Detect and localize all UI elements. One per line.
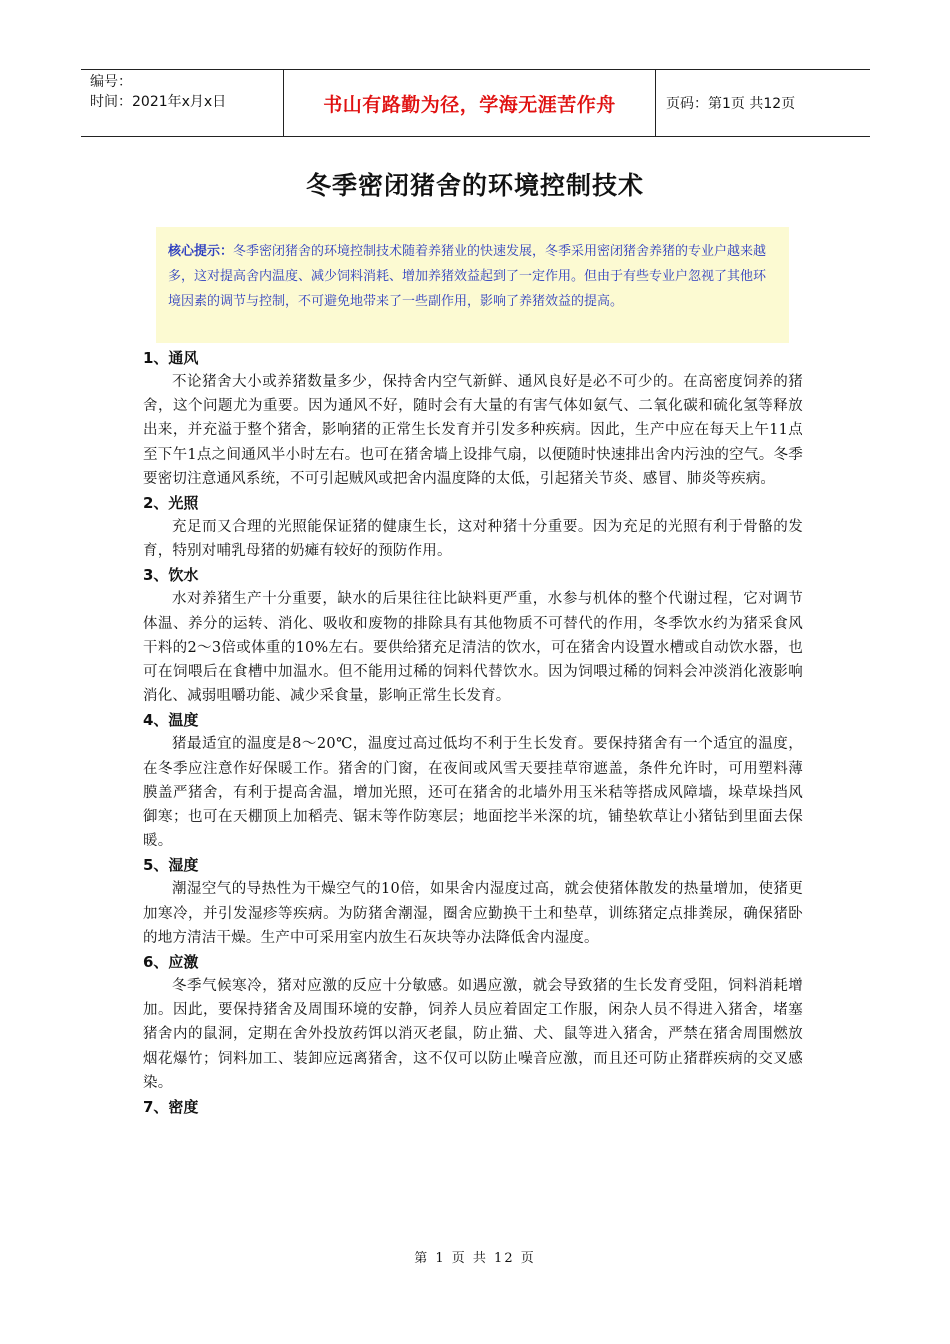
page-footer: 第 1 页 共 12 页 — [414, 1251, 536, 1266]
section-heading: 3、饮水 — [143, 566, 199, 585]
number-label: 编号： — [90, 74, 132, 90]
header-meta — [81, 70, 283, 136]
section-heading: 1、通风 — [143, 349, 199, 367]
header-table — [81, 69, 870, 137]
section-heading: 2、光照 — [143, 494, 199, 513]
section-heading: 7、密度 — [143, 1098, 199, 1117]
section-heading: 5、湿度 — [143, 856, 199, 875]
section-heading: 4、温度 — [143, 711, 199, 730]
section-paragraph: 充足而又合理的光照能保证猪的健康生长，这对种猪十分重要。因为充足的光照有利于骨骼的发育，特别对哺乳母猪的奶瘫有较好的预防作用。 — [143, 519, 803, 560]
page-info: 页码：第1页 共12页 — [666, 96, 796, 112]
header-page-info-cell — [656, 70, 870, 136]
section-heading: 6、应激 — [143, 953, 199, 972]
summary-label: 核心提示： — [168, 244, 234, 259]
date-label: 时间：2021年x月x日 — [90, 94, 227, 110]
summary-text: 冬季密闭猪舍的环境控制技术随着养猪业的快速发展，冬季采用密闭猪舍养猪的专业户越来越多，这对提高舍内温度、减少饲料消耗、增加养猪效益起到了一定作用。但由于有些专业户忽视了其他环境因素的调节与控制，不可避免地带来了一些副作用，影响了养猪效益的提高。 — [168, 244, 767, 309]
section-paragraph: 水对养猪生产十分重要，缺水的后果往往比缺料更严重，水参与机体的整个代谢过程，它对调节体温、养分的运转、消化、吸收和废物的排除具有其他物质不可替代的作用，冬季饮水约为猪采食风干料的2～3倍或体重的10%左右。要供给猪充足清洁的饮水，可在猪舍内设置水槽或自动饮水器，也可在饲喂后在食槽中加温水。但不能用过稀的饲料代替饮水。因为饲喂过稀的饲料会冲淡消化液影响消化、减弱咀嚼功能、减少采食量，影响正常生长发育。 — [143, 591, 803, 705]
section-paragraph: 猪最适宜的温度是8～20℃，温度过高过低均不利于生长发育。要保持猪舍有一个适宜的温度，在冬季应注意作好保暖工作。猪舍的门窗，在夜间或风雪天要挂草帘遮盖，条件允许时，可用塑料薄膜盖严猪舍，有利于提高舍温，增加光照，还可在猪舍的北墙外用玉米秸等搭成风障墙，垛草垛挡风御寒；也可在天棚顶上加稻壳、锯末等作防寒层；地面挖半米深的坑，铺垫软草让小猪钻到里面去保暖。 — [143, 736, 803, 850]
document-body — [143, 346, 803, 1119]
section-paragraph: 冬季气候寒冷，猪对应激的反应十分敏感。如遇应激，就会导致猪的生长发育受阻，饲料消耗增加。因此，要保持猪舍及周围环境的安静，饲养人员应着固定工作服，闲杂人员不得进入猪舍，堵塞猪舍内的鼠洞，定期在舍外投放药饵以消灭老鼠，防止猫、犬、鼠等进入猪舍，严禁在猪舍周围燃放烟花爆竹；饲料加工、装卸应远离猪舍，这不仅可以防止噪音应激，而且还可防止猪群疾病的交叉感染。 — [143, 978, 803, 1091]
summary-box — [156, 227, 789, 343]
section-paragraph: 潮湿空气的导热性为干燥空气的10倍，如果舍内湿度过高，就会使猪体散发的热量增加，使猪更加寒冷，并引发湿疹等疾病。为防猪舍潮湿，圈舍应勤换干土和垫草，训练猪定点排粪尿，确保猪卧的地方清洁干燥。生产中可采用室内放生石灰块等办法降低舍内湿度。 — [143, 881, 803, 946]
document-title: 冬季密闭猪舍的环境控制技术 — [305, 171, 644, 200]
section-paragraph: 不论猪舍大小或养猪数量多少，保持舍内空气新鲜、通风良好是必不可少的。在高密度饲养的猪舍，这个问题尤为重要。因为通风不好，随时会有大量的有害气体如氨气、二氧化碳和硫化氢等释放出来，并充溢于整个猪舍，影响猪的正常生长发育并引发多种疾病。因此，生产中应在每天上午11点至下午1点之间通风半小时左右。也可在猪舍墙上设排气扇，以便随时快速排出舍内污浊的空气。冬季要密切注意通风系统，不可引起贼风或把舍内温度降的太低，引起猪关节炎、感冒、肺炎等疾病。 — [143, 374, 803, 487]
header-motto-cell — [283, 70, 656, 136]
motto: 书山有路勤为径，学海无涯苦作舟 — [323, 93, 616, 116]
